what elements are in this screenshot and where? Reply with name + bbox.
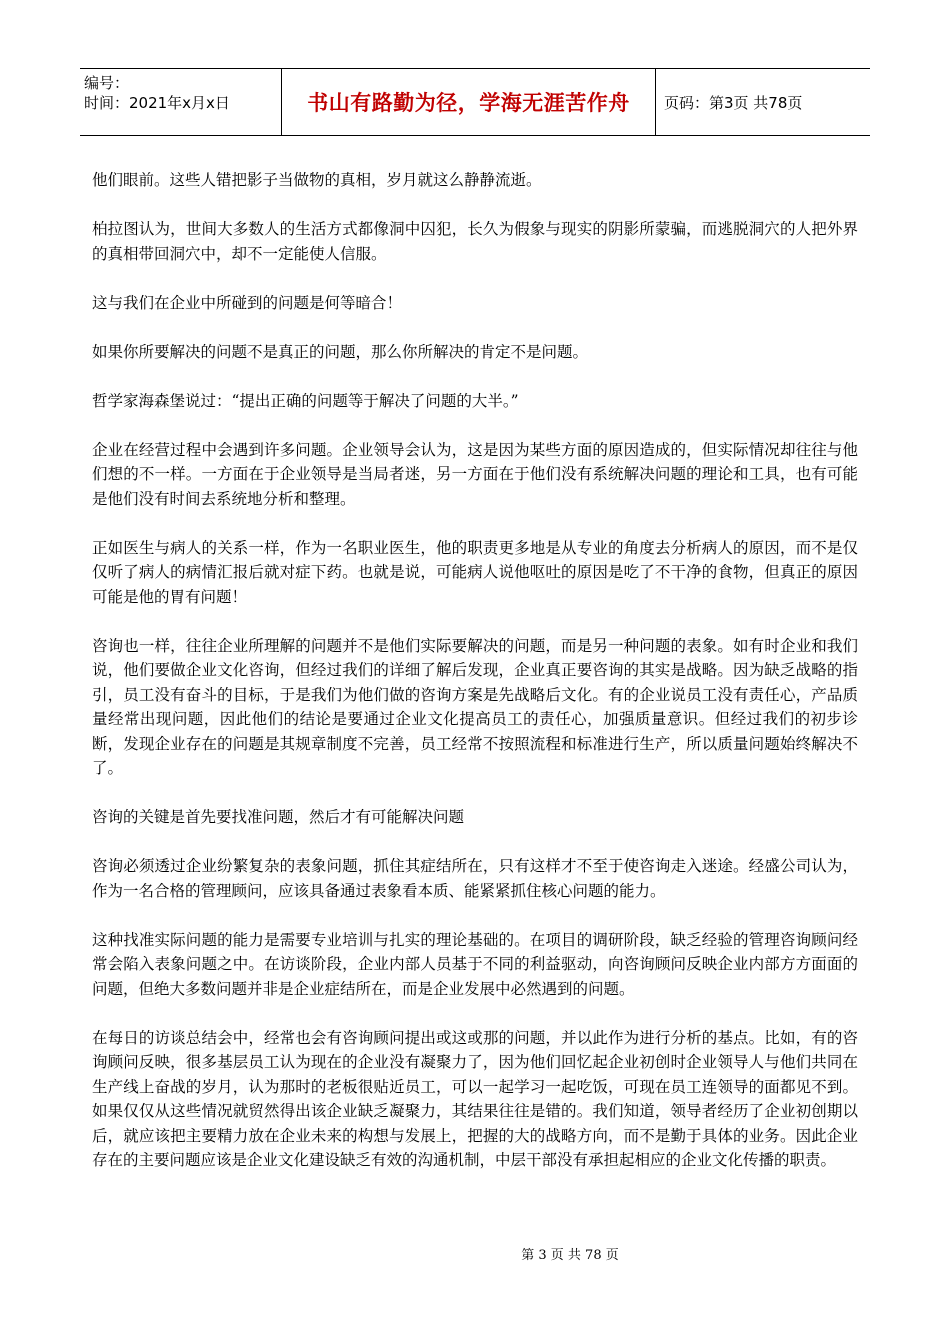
header-motto: 书山有路勤为径，学海无涯苦作舟 xyxy=(282,69,656,135)
paragraph-2: 柏拉图认为，世间大多数人的生活方式都像洞中囚犯，长久为假象与现实的阴影所蒙骗，而逃脱洞穴的人把外界的真相带回洞穴中，却不一定能使人信服。 xyxy=(92,220,858,263)
paragraph-3: 这与我们在企业中所碰到的问题是何等暗合！ xyxy=(92,293,403,312)
paragraph-10: 咨询必须透过企业纷繁复杂的表象问题，抓住其症结所在，只有这样才不至于使咨询走入迷途。经盛公司认为，作为一名合格的管理顾问，应该具备通过表象看本质、能紧紧抓住核心问题的能力。 xyxy=(92,857,858,900)
paragraph-7: 正如医生与病人的关系一样，作为一名职业医生，他的职责更多地是从专业的角度去分析病人的原因，而不是仅仅听了病人的病情汇报后就对症下药。也就是说，可能病人说他呕吐的原因是吃了不干净的食物，但真正的原因可能是他的胃有问题！ xyxy=(92,538,858,606)
paragraph-11: 这种找准实际问题的能力是需要专业培训与扎实的理论基础的。在项目的调研阶段，缺乏经验的管理咨询顾问经常会陷入表象问题之中。在访谈阶段，企业内部人员基于不同的利益驱动，向咨询顾问反映企业内部方方面面的问题，但绝大多数问题并非是企业症结所在，而是企业发展中必然遇到的问题。 xyxy=(92,930,858,998)
document-number-label: 编号： xyxy=(84,74,130,92)
header-page-info: 页码：第3页 共78页 xyxy=(664,93,803,112)
paragraph-8: 咨询也一样，往往企业所理解的问题并不是他们实际要解决的问题，而是另一种问题的表象。如有时企业和我们说，他们要做企业文化咨询，但经过我们的详细了解后发现，企业真正要咨询的其实是战略。因为缺乏战略的指引，员工没有奋斗的目标，于是我们为他们做的咨询方案是先战略后文化。有的企业说员工没有责任心，产品质量经常出现问题，因此他们的结论是要通过企业文化提高员工的责任心，加强质量意识。但经过我们的初步诊断，发现企业存在的问题是其规章制度不完善，员工经常不按照流程和标准进行生产，所以质量问题始终解决不了。 xyxy=(92,636,858,777)
paragraph-5: 哲学家海森堡说过：“提出正确的问题等于解决了问题的大半。” xyxy=(92,391,519,410)
paragraph-1: 他们眼前。这些人错把影子当做物的真相，岁月就这么静静流逝。 xyxy=(92,171,542,189)
paragraph-9: 咨询的关键是首先要找准问题，然后才有可能解决问题 xyxy=(92,808,465,826)
paragraph-6: 企业在经营过程中会遇到许多问题。企业领导会认为，这是因为某些方面的原因造成的，但实际情况却往往与他们想的不一样。一方面在于企业领导是当局者迷，另一方面在于他们没有系统解决问题的理论和工具，也有可能是他们没有时间去系统地分析和整理。 xyxy=(92,440,858,508)
page-header xyxy=(80,68,870,136)
paragraph-12: 在每日的访谈总结会中，经常也会有咨询顾问提出或这或那的问题，并以此作为进行分析的基点。比如，有的咨询顾问反映，很多基层员工认为现在的企业没有凝聚力了，因为他们回忆起企业初创时企业领导人与他们共同在生产线上奋战的岁月，认为那时的老板很贴近员工，可以一起学习一起吃饭，可现在员工连领导的面都见不到。如果仅仅从这些情况就贸然得出该企业缺乏凝聚力，其结果往往是错的。我们知道，领导者经历了企业初创期以后，就应该把主要精力放在企业未来的构想与发展上，把握的大的战略方向，而不是勤于具体的业务。因此企业存在的主要问题应该是企业文化建设缺乏有效的沟通机制，中层干部没有承担起相应的企业文化传播的职责。 xyxy=(92,1028,858,1169)
header-meta xyxy=(80,69,282,135)
paragraph-4: 如果你所要解决的问题不是真正的问题，那么你所解决的肯定不是问题。 xyxy=(92,342,589,361)
document-date: 时间：2021年x月x日 xyxy=(84,94,230,112)
document-body xyxy=(92,168,858,1197)
page-footer: 第 3 页 共 78 页 xyxy=(521,1248,619,1263)
